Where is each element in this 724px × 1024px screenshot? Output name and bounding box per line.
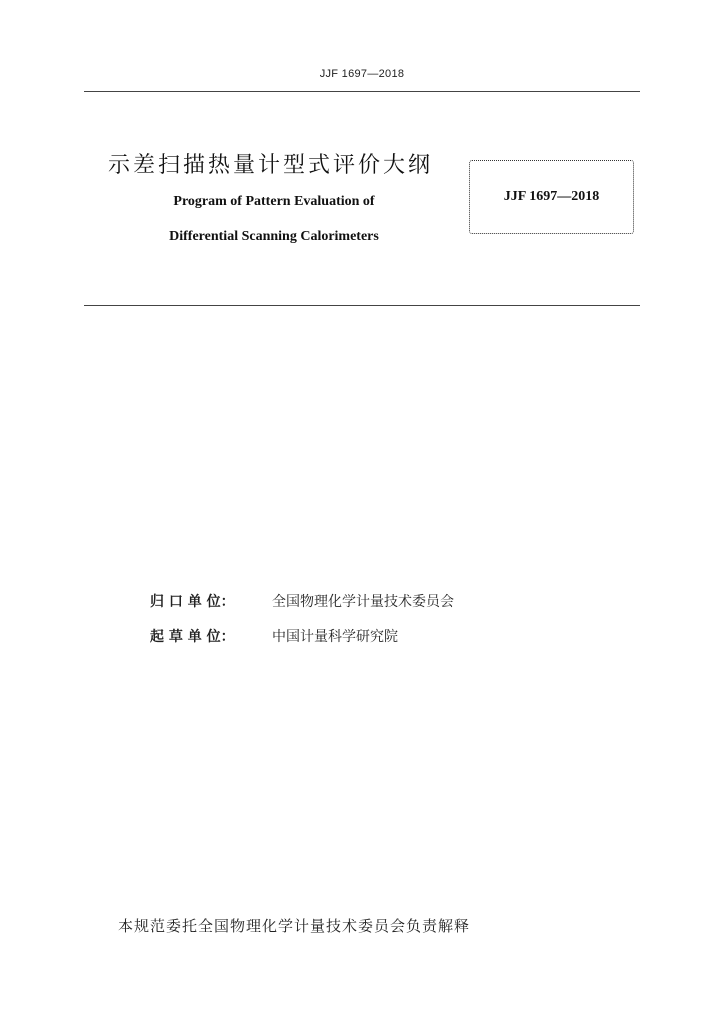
drafting-unit-label: 起 草 单 位： <box>150 629 235 645</box>
standard-code-box <box>469 160 634 234</box>
drafting-unit-row <box>150 626 398 646</box>
centralized-unit-value: 全国物理化学计量技术委员会 <box>272 594 454 610</box>
header-standard-code: JJF 1697—2018 <box>319 68 405 80</box>
interpretation-note: 本规范委托全国物理化学计量技术委员会负责解释 <box>118 917 471 935</box>
title-chinese: 示差扫描热量计型式评价大纲 <box>108 153 434 178</box>
centralized-unit-label: 归 口 单 位： <box>150 594 235 610</box>
drafting-unit-value: 中国计量科学研究院 <box>272 629 398 645</box>
title-divider <box>84 305 640 306</box>
standard-code-box-text: JJF 1697—2018 <box>503 189 600 204</box>
title-english-line1: Program of Pattern Evaluation of <box>173 194 375 209</box>
title-english-line2: Differential Scanning Calorimeters <box>169 229 379 244</box>
header-divider <box>84 91 640 92</box>
centralized-unit-row <box>150 591 454 611</box>
